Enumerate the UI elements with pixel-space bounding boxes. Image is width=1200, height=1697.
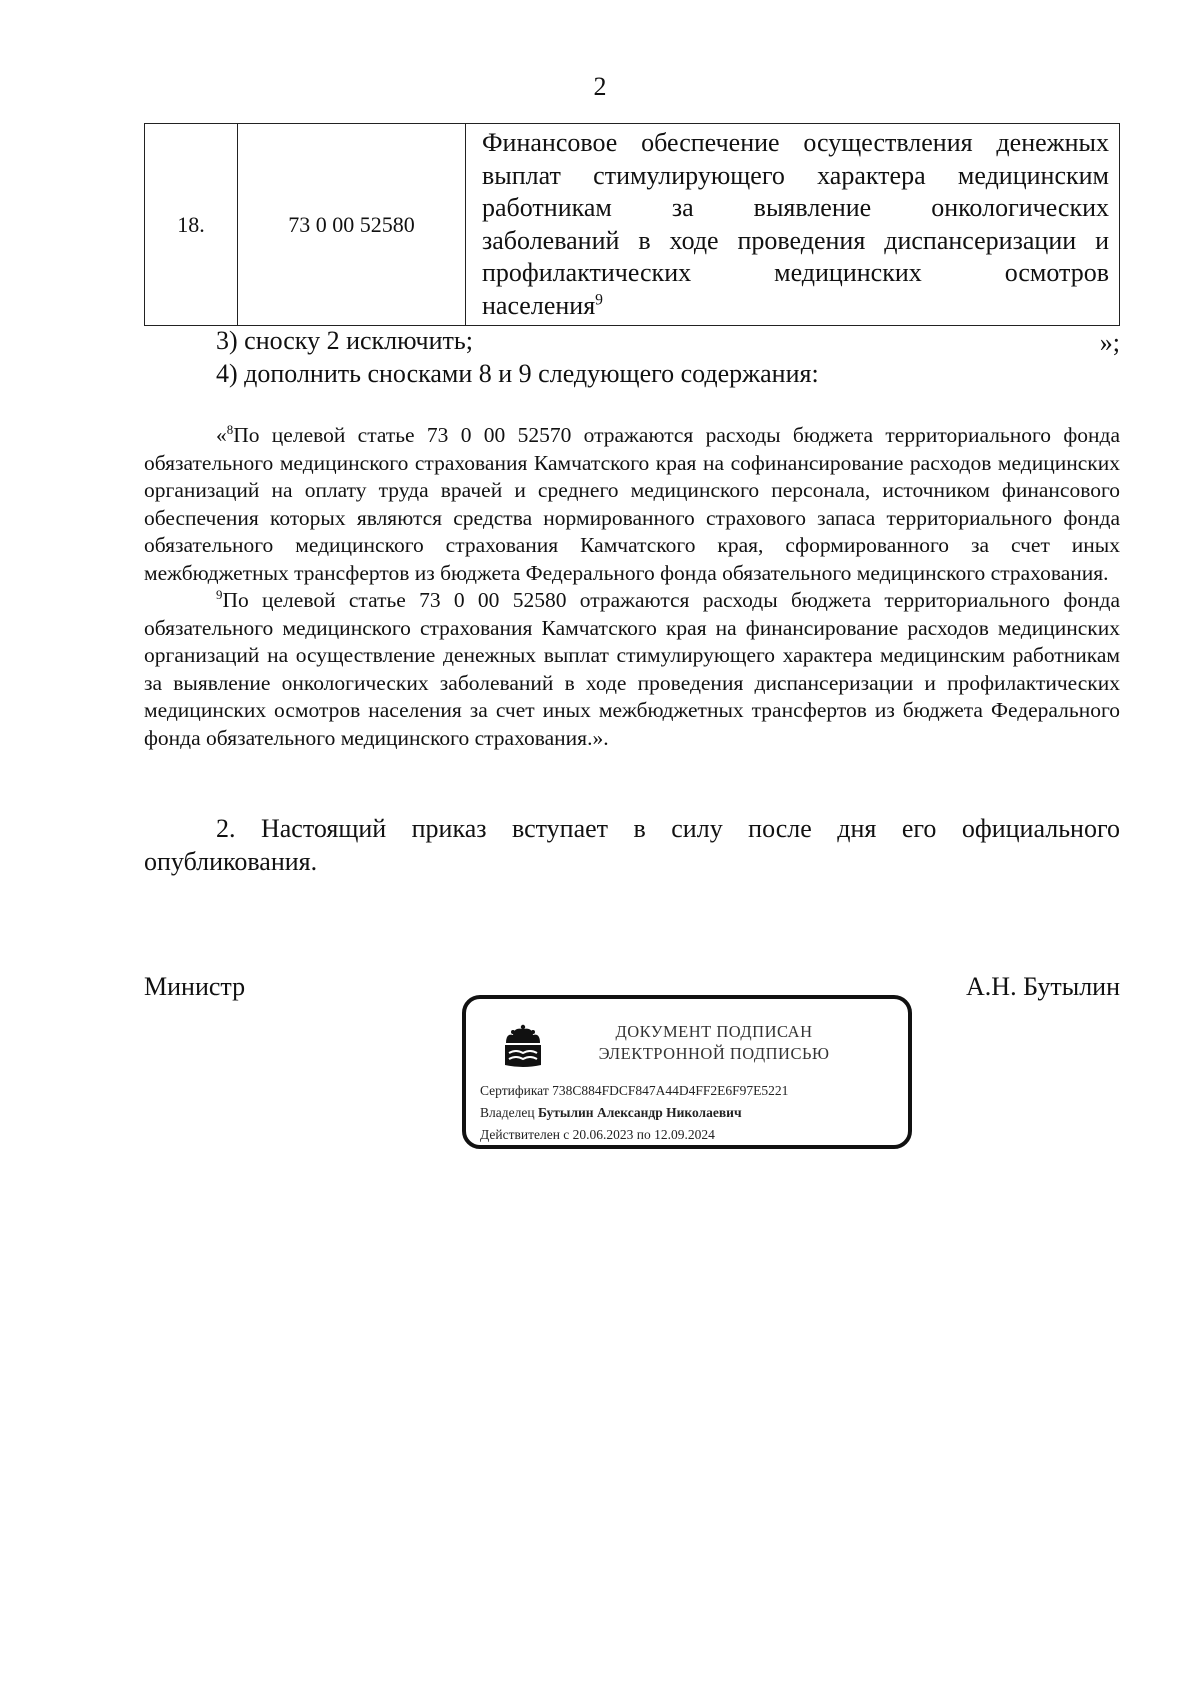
budget-table: [144, 123, 1120, 326]
signatory-role: Министр: [144, 972, 246, 1001]
footnote-9: [144, 587, 1120, 752]
owner-label: Владелец: [480, 1105, 535, 1120]
certificate-value: 738C884FDCF847A44D4FF2E6F97E5221: [552, 1083, 789, 1098]
description-line: работникам за выявление онкологических: [482, 193, 1109, 222]
item-3-text: 3) сноску 2 исключить;: [216, 326, 473, 355]
coat-of-arms-icon: [502, 1023, 544, 1072]
certificate-label: Сертификат: [480, 1083, 549, 1098]
valid-from: 20.06.2023: [572, 1127, 634, 1142]
description-line-last: [482, 290, 1109, 323]
valid-to: 12.09.2024: [654, 1127, 715, 1142]
description-line: выплат стимулирующего характера медицинским: [482, 160, 1109, 190]
stamp-title-line-2: ЭЛЕКТРОННОЙ ПОДПИСЬЮ: [598, 1044, 830, 1063]
paragraph-2: 2. Настоящий приказ вступает в силу после дня его официального опубликования.: [144, 814, 1120, 876]
open-quote: «: [216, 423, 227, 447]
table-row: [145, 124, 1120, 326]
owner-line: [480, 1105, 742, 1121]
target-article-code-cell: 73 0 00 52580: [238, 124, 466, 326]
stamp-title: [584, 1021, 844, 1065]
footnote-9-marker: 9: [216, 587, 223, 602]
row-number-cell: 18.: [145, 124, 238, 326]
validity-line: [480, 1127, 715, 1143]
footnote-9-text: По целевой статье 73 0 00 52580 отражаются расходы бюджета территориального фонда обязательного медицинского страхования Камчатского края на финансирование расходов медицинских организаций на осуществление денежных выплат стимулирующего характера медицинским работникам за выявление онкологических заболеваний в ходе проведения диспансеризации и профилактических медицинских осмотров населения за счет иных межбюджетных трансфертов из бюджета Федерального фонда обязательного медицинского страхования.».: [144, 588, 1120, 750]
description-last-text: населения: [482, 290, 596, 320]
footnote-8: [144, 422, 1120, 587]
closing-quote: »;: [1099, 328, 1120, 357]
footnote-8-marker: 8: [226, 422, 234, 437]
signatory-name: А.Н. Бутылин: [966, 972, 1120, 1001]
stamp-title-line-1: ДОКУМЕНТ ПОДПИСАН: [615, 1022, 813, 1041]
description-line: заболеваний в ходе проведения диспансеризации и: [482, 225, 1109, 255]
footnote-ref-9: 9: [595, 290, 603, 308]
footnotes-block: [144, 422, 1120, 752]
footnote-8-text: По целевой статье 73 0 00 52570 отражаются расходы бюджета территориального фонда обязательного медицинского страхования Камчатского края на софинансирование расходов медицинских организаций на оплату труда врачей и среднего медицинского персонала, источником финансового обеспечения которых являются средства нормированного страхового запаса территориального фонда обязательного медицинского страхования Камчатского края, сформированного за счет иных межбюджетных трансфертов из бюджета Федерального фонда обязательного медицинского страхования.: [144, 423, 1120, 585]
owner-value: Бутылин Александр Николаевич: [537, 1105, 742, 1120]
page-number: 2: [593, 72, 607, 101]
description-line: профилактических медицинских осмотров: [482, 258, 1109, 287]
item-4-text: 4) дополнить сносками 8 и 9 следующего содержания:: [216, 359, 819, 388]
certificate-line: [480, 1083, 788, 1099]
description-line: Финансовое обеспечение осуществления денежных: [482, 128, 1109, 157]
row-description-cell: [466, 124, 1120, 326]
valid-label: Действителен с: [480, 1127, 570, 1142]
electronic-signature-stamp: [462, 995, 912, 1149]
valid-to-label: по: [636, 1127, 651, 1142]
